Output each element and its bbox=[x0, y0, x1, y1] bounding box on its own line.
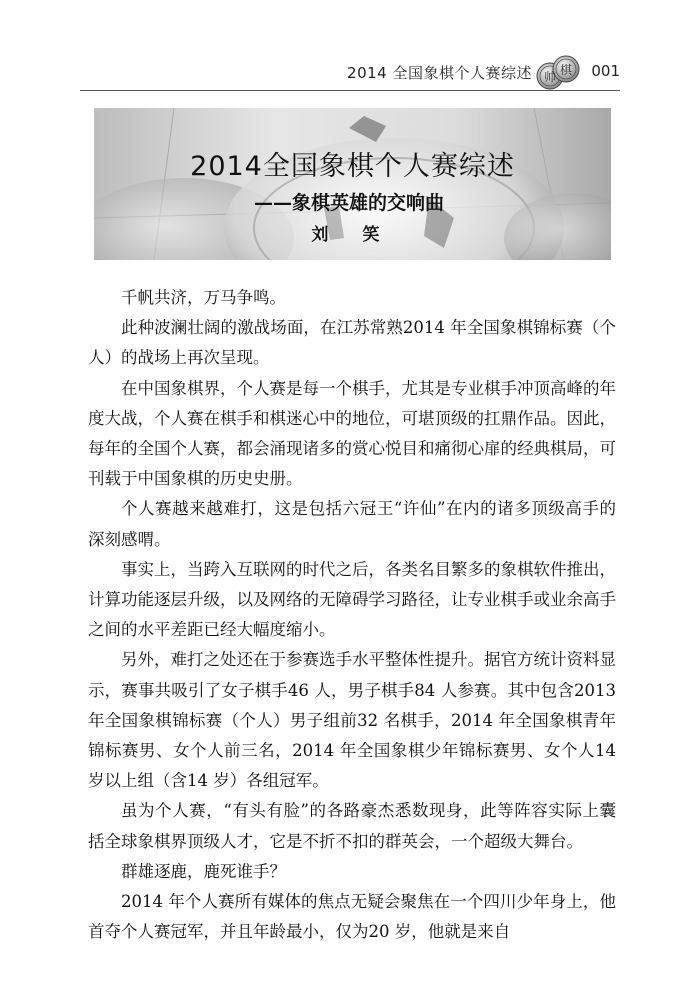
chapter-author: 刘 笑 bbox=[311, 225, 394, 245]
paragraph: 另外，难打之处还在于参赛选手水平整体性提升。据官方统计资料显示，赛事共吸引了女子棋手46 人，男子棋手84 人参赛。其中包含2013 年全国象棋锦标赛（个人）男子组前32 名棋手，2014 年全国象棋青年锦标赛男、女个人前三名，2014 年全国象棋少年锦标赛男、女个人14 岁以上组（含14 岁）各组冠军。 bbox=[88, 650, 616, 791]
chapter-subtitle: ——象棋英雄的交响曲 bbox=[254, 192, 445, 214]
chapter-banner bbox=[94, 108, 611, 260]
chess-piece-emblem-icon bbox=[536, 54, 580, 92]
paragraph: 群雄逐鹿，鹿死谁手？ bbox=[121, 861, 286, 881]
paragraph: 在中国象棋界，个人赛是每一个棋手，尤其是专业棋手冲顶高峰的年度大战，个人赛在棋手和棋迷心中的地位，可堪顶级的扛鼎作品。因此，每年的全国个人赛，都会涌现诸多的赏心悦目和痛彻心扉的经典棋局，可刊载于中国象棋的历史史册。 bbox=[88, 378, 616, 489]
paragraph: 此种波澜壮阔的激战场面，在江苏常熟2014 年全国象棋锦标赛（个人）的战场上再次呈现。 bbox=[88, 318, 616, 368]
chapter-title: 2014全国象棋个人赛综述 bbox=[190, 151, 515, 182]
header-rule bbox=[80, 90, 620, 91]
article-body bbox=[88, 283, 616, 947]
paragraph: 千帆共济，万马争鸣。 bbox=[121, 288, 286, 307]
paragraph: 个人赛越来越难打，这是包括六冠王“许仙”在内的诸多顶级高手的深刻感喟。 bbox=[88, 499, 616, 549]
running-header bbox=[80, 54, 620, 94]
running-title: 2014 全国象棋个人赛综述 bbox=[347, 64, 532, 82]
paragraph: 2014 年个人赛所有媒体的焦点无疑会聚焦在一个四川少年身上，他首夺个人赛冠军，并且年龄最小，仅为20 岁，他就是来自 bbox=[88, 892, 616, 942]
paragraph: 虽为个人赛，“有头有脸”的各路豪杰悉数现身，此等阵容实际上囊括全球象棋界顶级人才，它是不折不扣的群英会，一个超级大舞台。 bbox=[88, 801, 616, 851]
page-number: 001 bbox=[591, 62, 620, 80]
svg-text:帅: 帅 bbox=[543, 70, 557, 84]
paragraph: 事实上，当跨入互联网的时代之后，各类名目繁多的象棋软件推出，计算功能逐层升级，以及网络的无障碍学习路径，让专业棋手或业余高手之间的水平差距已经大幅度缩小。 bbox=[88, 559, 616, 640]
svg-text:棋: 棋 bbox=[559, 63, 573, 77]
